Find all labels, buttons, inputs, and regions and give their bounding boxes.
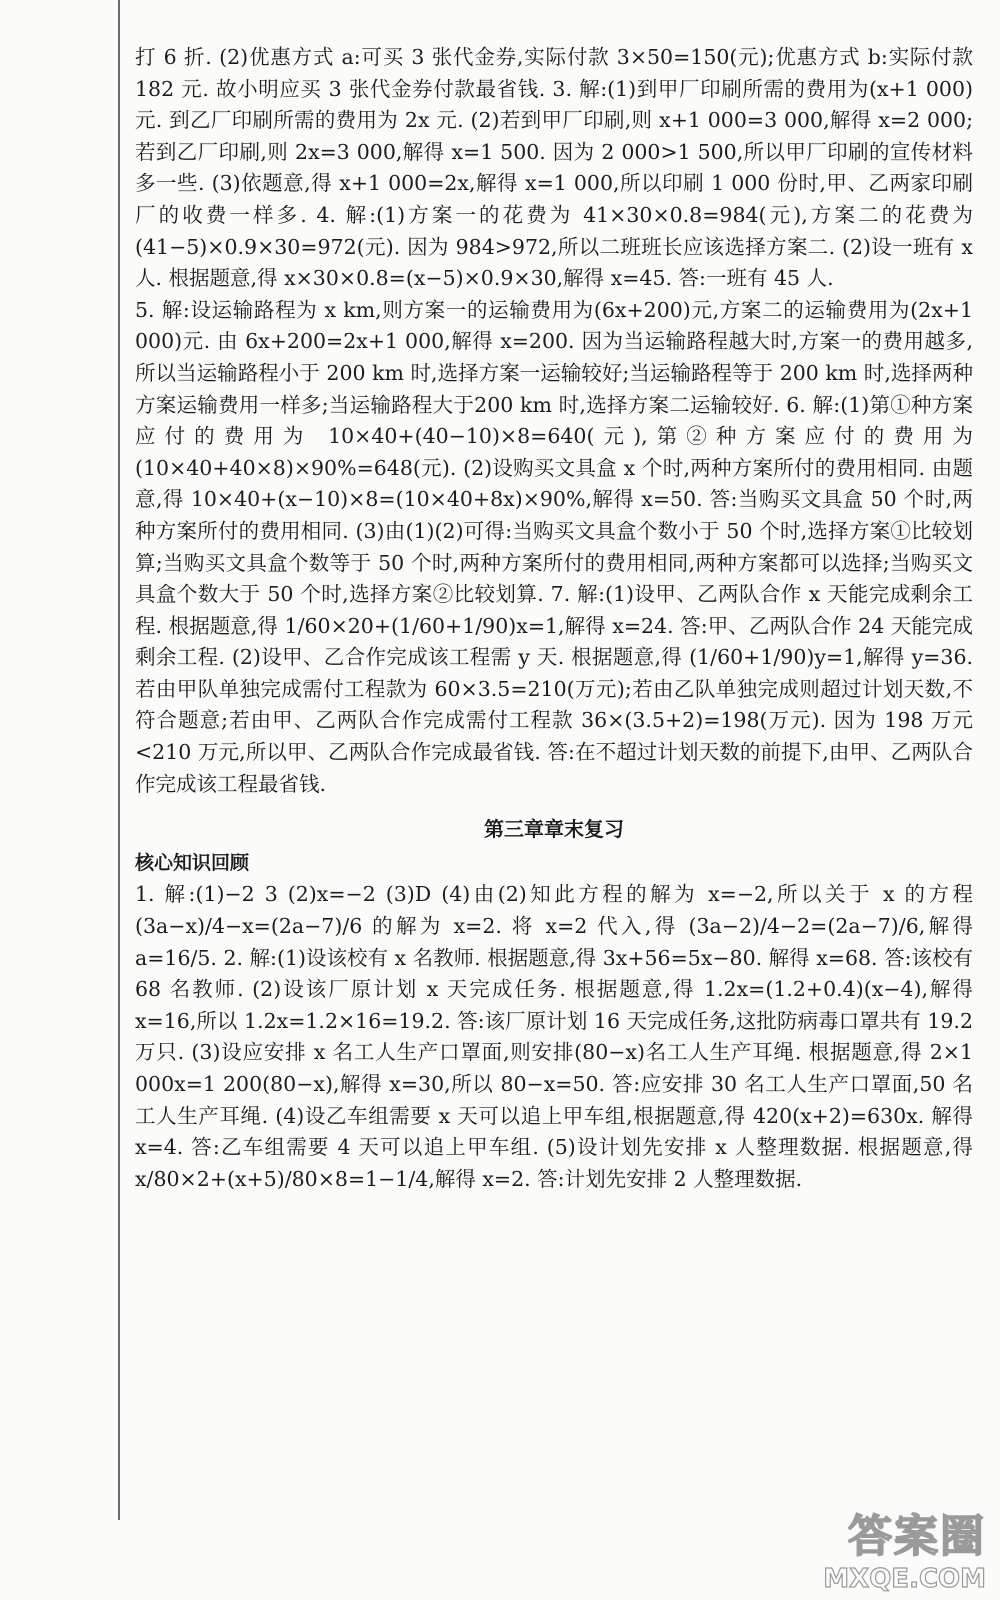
- answer-paragraph-2: 5. 解:设运输路程为 x km,则方案一的运输费用为(6x+200)元,方案二的运输费用为(2x+1 000)元. 由 6x+200=2x+1 000,解得 x=200. 因为当运输路程越大时,方案一的费用越多,所以当运输路程小于 200 km 时,选择方案一运输较好;当运输路程等于 200 km 时,选择两种方案运输费用一样多;当运输路程大于200 km 时,选择方案二运输较好. 6. 解:(1)第①种方案应付的费用为 10×40+(40−10)×8=640(元),第②种方案应付的费用为(10×40+40×8)×90%=648(元). (2)设购买文具盒 x 个时,两种方案所付的费用相同. 由题意,得 10×40+(x−10)×8=(10×40+8x)×90%,解得 x=50. 答:当购买文具盒 50 个时,两种方案所付的费用相同. (3)由(1)(2)可得:当购买文具盒个数小于 50 个时,选择方案①比较划算;当购买文具盒个数等于 50 个时,两种方案所付的费用相同,两种方案都可以选择;当购买文具盒个数大于 50 个时,选择方案②比较划算. 7. 解:(1)设甲、乙两队合作 x 天能完成剩余工程. 根据题意,得 1/60×20+(1/60+1/90)x=1,解得 x=24. 答:甲、乙两队合作 24 天能完成剩余工程. (2)设甲、乙合作完成该工程需 y 天. 根据题意,得 (1/60+1/90)y=1,解得 y=36. 若由甲队单独完成需付工程款为 60×3.5=210(万元);若由乙队单独完成则超过计划天数,不符合题意;若由甲、乙两队合作完成需付工程款 36×(3.5+2)=198(万元). 因为 198 万元<210 万元,所以甲、乙两队合作完成最省钱. 答:在不超过计划天数的前提下,由甲、乙两队合作完成该工程最省钱.: [135, 297, 973, 796]
- margin-rule: [118, 0, 120, 1520]
- answer-content: [135, 42, 973, 1195]
- answer-paragraph-3: 1. 解:(1)−2 3 (2)x=−2 (3)D (4)由(2)知此方程的解为 x=−2,所以关于 x 的方程 (3a−x)/4−x=(2a−7)/6 的解为 x=2. 将 x=2 代入,得 (3a−2)/4−2=(2a−7)/6,解得 a=16/5. 2. 解:(1)设该校有 x 名教师. 根据题意,得 3x+56=5x−80. 解得 x=68. 答:该校有 68 名教师. (2)设该厂原计划 x 天完成任务. 根据题意,得 1.2x=(1.2+0.4)(x−4),解得 x=16,所以 1.2x=1.2×16=19.2. 答:该厂原计划 16 天完成任务,这批防病毒口罩共有 19.2 万只. (3)设应安排 x 名工人生产口罩面,则安排(80−x)名工人生产耳绳. 根据题意,得 2×1 000x=1 200(80−x),解得 x=30,所以 80−x=50. 答:应安排 30 名工人生产口罩面,50 名工人生产耳绳. (4)设乙车组需要 x 天可以追上甲车组,根据题意,得 420(x+2)=630x. 解得 x=4. 答:乙车组需要 4 天可以追上甲车组. (5)设计划先安排 x 人整理数据. 根据题意,得 x/80×2+(x+5)/80×8=1−1/4,解得 x=2. 答:计划先安排 2 人整理数据.: [135, 882, 973, 1191]
- site-watermark-logo: [810, 1500, 990, 1596]
- chapter-review-title: 第三章章末复习: [484, 817, 624, 842]
- core-knowledge-heading: 核心知识回顾: [135, 851, 250, 874]
- watermark-url-text: MXQE.COM: [823, 1564, 986, 1594]
- answer-paragraph-1: 打 6 折. (2)优惠方式 a:可买 3 张代金券,实际付款 3×50=150(元);优惠方式 b:实际付款 182 元. 故小明应买 3 张代金券付款最省钱. 3. 解:(1)到甲厂印刷所需的费用为(x+1 000)元. 到乙厂印刷所需的费用为 2x 元. (2)若到甲厂印刷,则 x+1 000=3 000,解得 x=2 000;若到乙厂印刷,则 2x=3 000,解得 x=1 500. 因为 2 000>1 500,所以甲厂印刷的宣传材料多一些. (3)依题意,得 x+1 000=2x,解得 x=1 000,所以印刷 1 000 份时,甲、乙两家印刷厂的收费一样多. 4. 解:(1)方案一的花费为 41×30×0.8=984(元),方案二的花费为(41−5)×0.9×30=972(元). 因为 984>972,所以二班班长应该选择方案二. (2)设一班有 x 人. 根据题意,得 x×30×0.8=(x−5)×0.9×30,解得 x=45. 答:一班有 45 人.: [135, 45, 973, 291]
- watermark-logo-text: 答案圈: [848, 1511, 986, 1562]
